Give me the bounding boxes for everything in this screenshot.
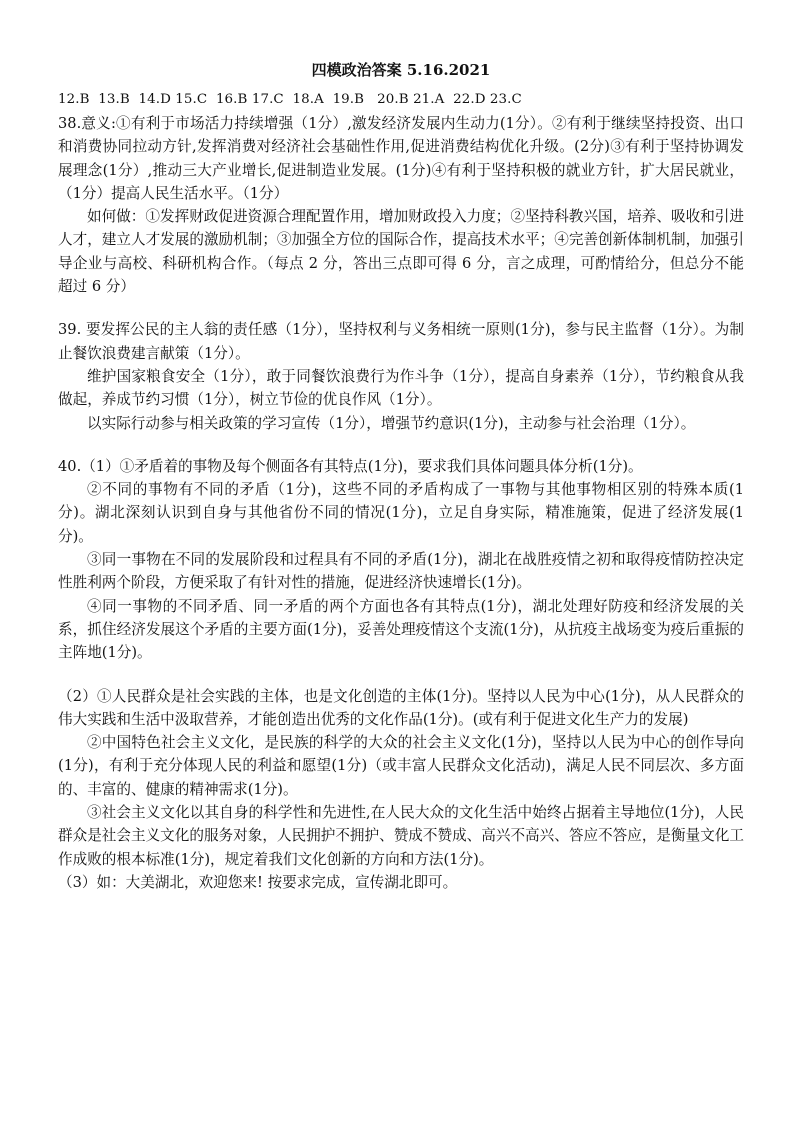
choice-answers: 12.B 13.B 14.D 15.C 16.B 17.C 18.A 19.B 20.B 21.A 22.D 23.C [58,92,522,107]
q38-how-to: 如何做：①发挥财政促进资源合理配置作用，增加财政投入力度；②坚持科教兴国，培养、吸收和引进人才，建立人才发展的激励机制；③加强全方位的国际合作，提高技术水平；④完善创新体制机制，加强引导企业与高校、科研机构合作。（每点 2 分，答出三点即可得 6 分，言之成理，可酌情给分，但总分不能超过 6 分） [58,208,744,296]
q40-1-para-2: ②不同的事物有不同的矛盾（1分)，这些不同的矛盾构成了一事物与其他事物相区别的特殊本质(1分)。湖北深刻认识到自身与其他省份不同的情况(1分)，立足自身实际，精准施策，促进了经济发展(1分)。 [58,481,744,545]
q40-2-para-1: （2）①人民群众是社会实践的主体，也是文化创造的主体(1分)。坚持以人民为中心(1分)，从人民群众的伟大实践和生活中汲取营养，才能创造出优秀的文化作品(1分)。(或有利于促进文化生产力的发展) [58,687,744,728]
question-38 [58,112,744,298]
section-spacer [58,298,744,318]
question-39 [58,318,744,434]
q40-2-para-2: ②中国特色社会主义文化，是民族的科学的大众的社会主义文化(1分)，坚持以人民为中心的创作导向(1分)，有利于充分体现人民的利益和愿望(1分)（或丰富人民群众文化活动)，满足人民不同层次、多方面的、丰富的、健康的精神需求(1分)。 [58,734,744,798]
page-title: 四模政治答案 5.16.2021 [311,61,491,79]
question-40-part-1 [58,455,744,665]
section-spacer [58,435,744,455]
q39-para-2: 维护国家粮食安全（1分），敢于同餐饮浪费行为作斗争（1分），提高自身素养（1分），节约粮食从我做起，养成节约习惯（1分），树立节俭的优良作风（1分）。 [58,367,744,409]
section-spacer [58,665,744,685]
question-40-part-2 [58,685,744,871]
q40-1-para-4: ④同一事物的不同矛盾、同一矛盾的两个方面也各有其特点(1分)，湖北处理好防疫和经济发展的关系，抓住经济发展这个矛盾的主要方面(1分)，妥善处理疫情这个支流(1分)，从抗疫主战场变为疫后重振的主阵地(1分)。 [58,597,744,662]
q38-significance: 38.意义:①有利于市场活力持续增强（1分）,激发经济发展内生动力(1分）。②有利于继续坚持投资、出口和消费协同拉动方针,发挥消费对经济社会基础性作用,促进消费结构优化升级。(2分)③有利于坚持协调发展理念(1分）,推动三大产业增长,促进制造业发展。(1分)④有利于坚持积极的就业方针，扩大居民就业，（1分）提高人民生活水平。（1分） [58,115,744,202]
q40-1-para-1: 40.（1）①矛盾着的事物及每个侧面各有其特点(1分)，要求我们具体问题具体分析(1分)。 [58,457,643,475]
q39-para-1: 39. 要发挥公民的主人翁的责任感（1分），坚持权利与义务相统一原则(1分)，参与民主监督（1分）。为制止餐饮浪费建言献策（1分）。 [58,321,744,362]
q40-3-para: （3）如：大美湖北，欢迎您来! 按要求完成，宣传湖北即可。 [58,873,458,891]
question-40-part-3 [58,871,744,894]
q40-2-para-3: ③社会主义文化以其自身的科学性和先进性,在人民大众的文化生活中始终占据着主导地位(1分)，人民群众是社会主义文化的服务对象，人民拥护不拥护、赞成不赞成、高兴不高兴、答应不答应，是衡量文化工作成败的根本标准(1分)，规定着我们文化创新的方向和方法(1分)。 [58,804,744,868]
q40-1-para-3: ③同一事物在不同的发展阶段和过程具有不同的矛盾(1分)，湖北在战胜疫情之初和取得疫情防控决定性胜利两个阶段，方便采取了有针对性的措施，促进经济快速增长(1分)。 [58,551,744,592]
answer-sheet [58,60,744,894]
q39-para-3: 以实际行动参与相关政策的学习宣传（1分），增强节约意识(1分)，主动参与社会治理（1分）。 [87,414,696,432]
